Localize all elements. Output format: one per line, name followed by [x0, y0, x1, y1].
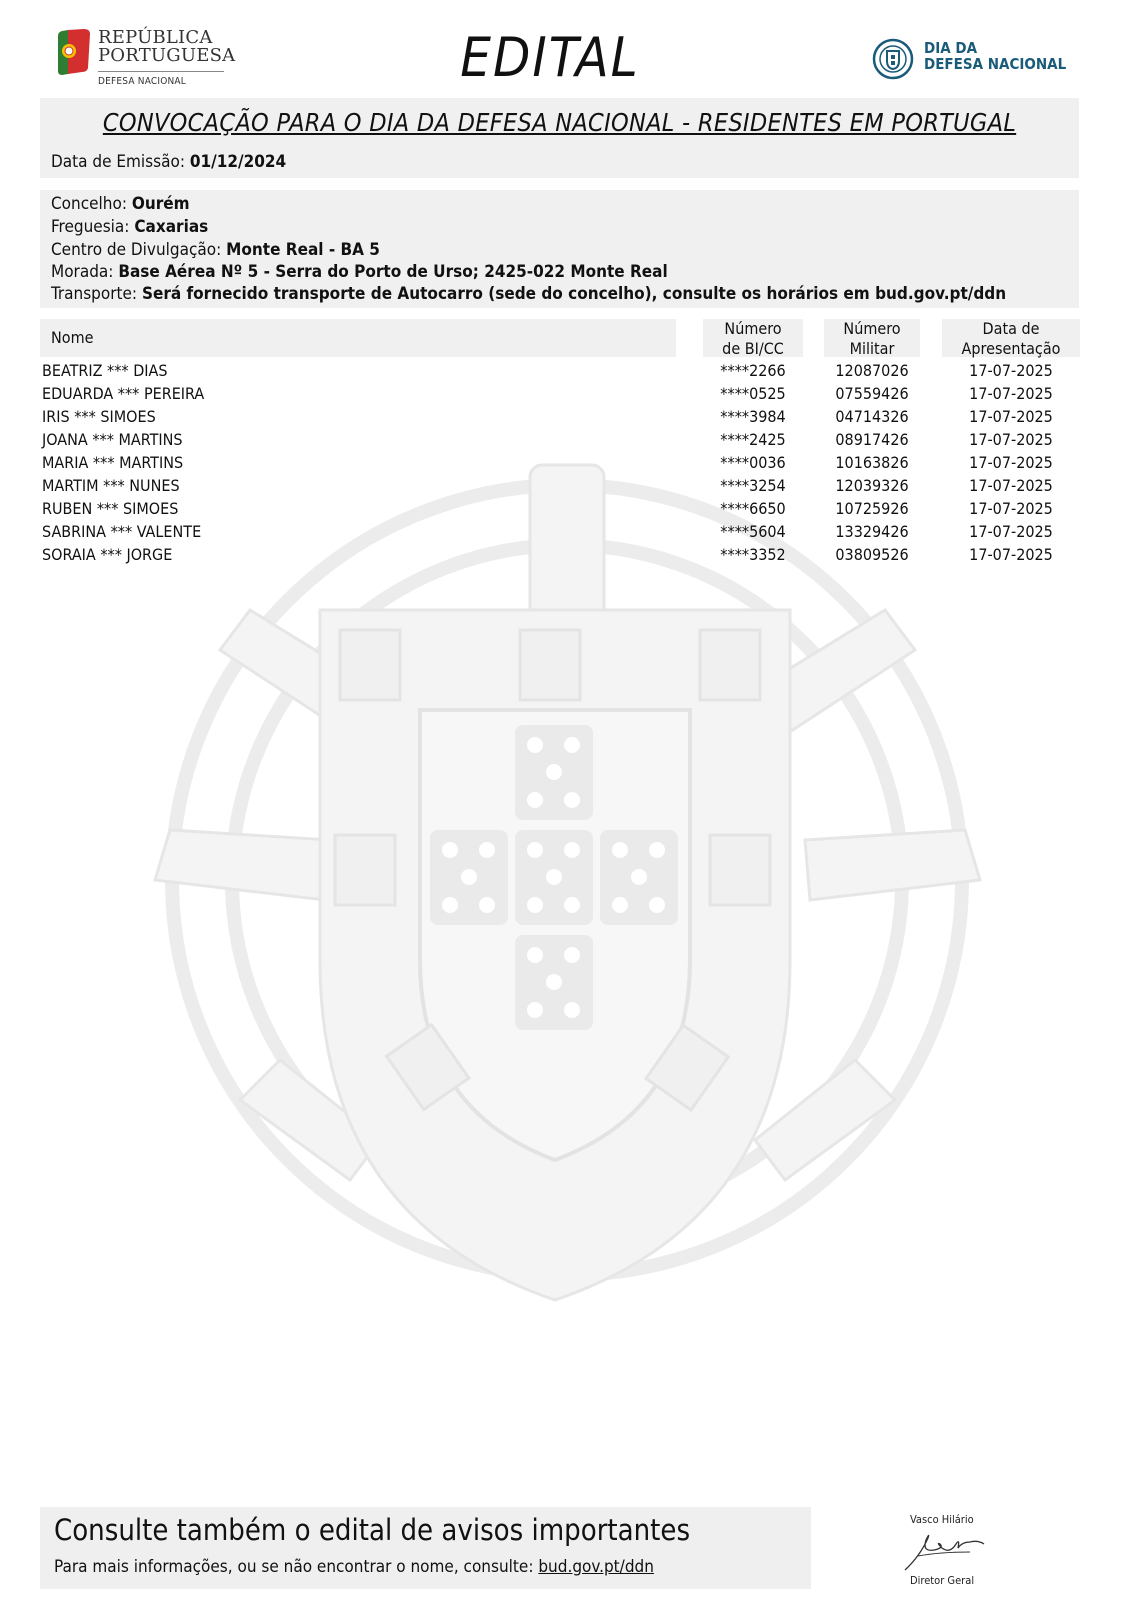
cell-nome: EDUARDA *** PEREIRA	[42, 384, 205, 403]
table-row	[0, 358, 1130, 381]
transporte-label: Transporte:	[51, 284, 138, 304]
cell-bi: ****0036	[720, 453, 786, 472]
handwritten-signature	[900, 1526, 990, 1576]
convocation-table	[0, 358, 1130, 565]
table-row	[0, 542, 1130, 565]
cell-bi: ****3352	[720, 545, 786, 564]
table-row	[0, 450, 1130, 473]
cell-militar: 13329426	[835, 522, 909, 541]
column-header-militar	[824, 319, 920, 357]
column-header-militar-line1: Número	[843, 319, 901, 338]
signer-role: Diretor Geral	[910, 1574, 975, 1587]
footer-notice	[40, 1507, 811, 1589]
column-header-data-line2: Apresentação	[961, 339, 1061, 358]
column-header-nome-label: Nome	[51, 328, 94, 347]
cell-data: 17-07-2025	[969, 499, 1053, 518]
table-row	[0, 496, 1130, 519]
cell-militar: 10725926	[835, 499, 909, 518]
transporte-value: Será fornecido transporte de Autocarro (sede do concelho), consulte os horários em bud.gov.pt/ddn	[141, 284, 1007, 304]
cell-data: 17-07-2025	[969, 430, 1053, 449]
cell-data: 17-07-2025	[969, 407, 1053, 426]
transporte-row	[51, 284, 1006, 304]
centro-row	[51, 240, 380, 260]
portuguese-coat-of-arms-icon	[100, 460, 1035, 1340]
cell-nome: JOANA *** MARTINS	[42, 430, 183, 449]
concelho-value: Ourém	[131, 194, 190, 214]
cell-militar: 04714326	[835, 407, 909, 426]
table-row	[0, 519, 1130, 542]
cell-militar: 12039326	[835, 476, 909, 495]
emission-label: Data de Emissão:	[51, 152, 185, 172]
cell-militar: 03809526	[835, 545, 909, 564]
cell-bi: ****6650	[720, 499, 786, 518]
cell-militar: 10163826	[835, 453, 909, 472]
cell-militar: 12087026	[835, 361, 909, 380]
cell-bi: ****2425	[720, 430, 786, 449]
table-row	[0, 473, 1130, 496]
table-row	[0, 404, 1130, 427]
cell-nome: SABRINA *** VALENTE	[42, 522, 202, 541]
cell-nome: MARTIM *** NUNES	[42, 476, 180, 495]
cell-nome: RUBEN *** SIMOES	[42, 499, 179, 518]
cell-bi: ****0525	[720, 384, 786, 403]
convocation-title: CONVOCAÇÃO PARA O DIA DA DEFESA NACIONAL - RESIDENTES EM PORTUGAL	[102, 108, 1017, 137]
morada-row	[51, 262, 668, 282]
republica-line2: PORTUGUESA	[98, 45, 236, 66]
cell-data: 17-07-2025	[969, 361, 1053, 380]
footer-sub-label: Para mais informações, ou se não encontrar o nome, consulte:	[54, 1557, 534, 1577]
republica-line1: REPÚBLICA	[98, 27, 213, 48]
concelho-row	[51, 194, 190, 214]
column-header-nome	[40, 319, 676, 357]
centro-label: Centro de Divulgação:	[51, 240, 222, 260]
cell-bi: ****3984	[720, 407, 786, 426]
republica-subtitle: DEFESA NACIONAL	[98, 76, 186, 87]
column-header-bi-line2: de BI/CC	[722, 339, 784, 358]
cell-bi: ****2266	[720, 361, 786, 380]
convocation-details	[40, 190, 1079, 308]
page-title: EDITAL	[460, 26, 640, 89]
footer-main-text: Consulte também o edital de avisos importantes	[54, 1513, 691, 1547]
ddn-line2: DEFESA NACIONAL	[924, 55, 1067, 73]
column-header-militar-line2: Militar	[849, 339, 895, 358]
freguesia-row	[51, 217, 208, 237]
cell-bi: ****3254	[720, 476, 786, 495]
bud-gov-link[interactable]: bud.gov.pt/ddn	[538, 1557, 654, 1577]
column-header-data	[942, 319, 1080, 357]
cell-data: 17-07-2025	[969, 476, 1053, 495]
cell-data: 17-07-2025	[969, 384, 1053, 403]
cell-nome: SORAIA *** JORGE	[42, 545, 173, 564]
footer-sub-text	[54, 1557, 654, 1577]
freguesia-value: Caxarias	[134, 217, 209, 237]
cell-data: 17-07-2025	[969, 545, 1053, 564]
column-header-bi	[703, 319, 803, 357]
ddn-line1: DIA DA	[924, 39, 978, 57]
table-row	[0, 427, 1130, 450]
column-header-data-line1: Data de	[982, 319, 1040, 338]
emission-date	[51, 152, 286, 172]
convocation-header	[40, 98, 1079, 178]
cell-bi: ****5604	[720, 522, 786, 541]
signer-name: Vasco Hilário	[910, 1513, 974, 1526]
cell-nome: MARIA *** MARTINS	[42, 453, 184, 472]
freguesia-label: Freguesia:	[51, 217, 130, 237]
morada-value: Base Aérea Nº 5 - Serra do Porto de Urso; 2425-022 Monte Real	[118, 262, 668, 282]
shield-emblem-icon	[872, 38, 914, 80]
column-header-bi-line1: Número	[724, 319, 782, 338]
morada-label: Morada:	[51, 262, 114, 282]
cell-data: 17-07-2025	[969, 453, 1053, 472]
centro-value: Monte Real - BA 5	[226, 240, 380, 260]
cell-militar: 08917426	[835, 430, 909, 449]
concelho-label: Concelho:	[51, 194, 128, 214]
cell-nome: IRIS *** SIMOES	[42, 407, 156, 426]
cell-data: 17-07-2025	[969, 522, 1053, 541]
cell-militar: 07559426	[835, 384, 909, 403]
dia-defesa-nacional-logo	[872, 38, 1072, 82]
emission-value: 01/12/2024	[189, 152, 287, 172]
cell-nome: BEATRIZ *** DIAS	[42, 361, 168, 380]
table-row	[0, 381, 1130, 404]
